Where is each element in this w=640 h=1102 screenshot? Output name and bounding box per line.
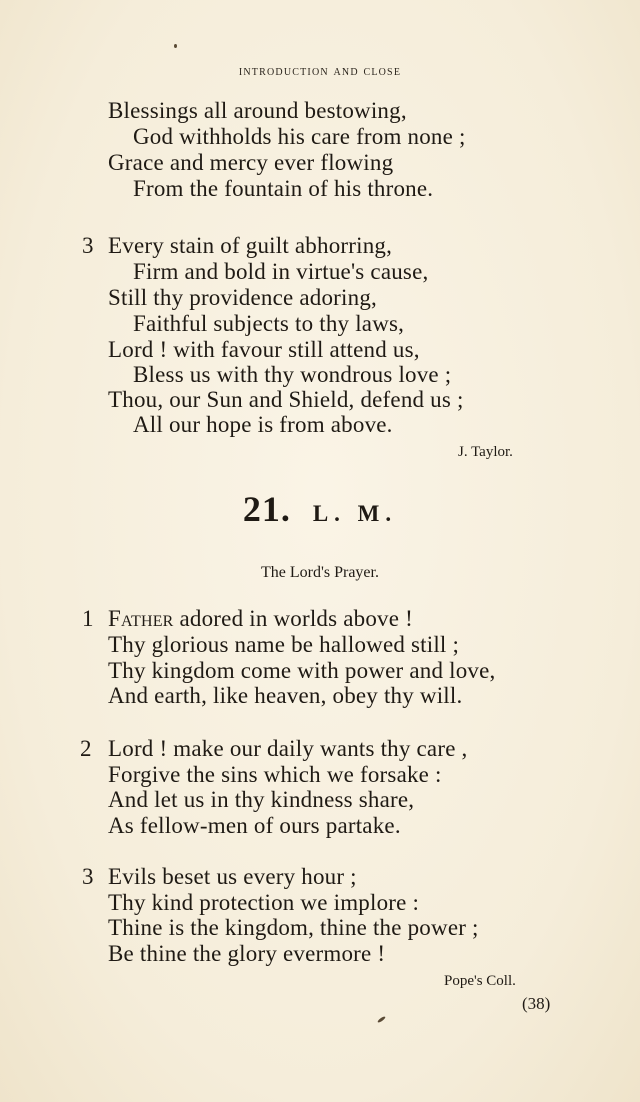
verse-line: Forgive the sins which we forsake :	[108, 762, 442, 787]
verse-line: Be thine the glory evermore !	[108, 941, 386, 966]
verse-line: Thou, our Sun and Shield, defend us ;	[108, 387, 464, 412]
author-attribution: J. Taylor.	[458, 444, 513, 460]
verse-line: Thy kingdom come with power and love,	[108, 658, 496, 683]
verse-line: Faithful subjects to thy laws,	[133, 311, 405, 336]
verse-line: And let us in thy kindness share,	[108, 787, 415, 812]
verse-line: Lord ! make our daily wants thy care ,	[108, 736, 468, 761]
hymn-title: The Lord's Prayer.	[261, 564, 379, 581]
verse-line: All our hope is from above.	[133, 412, 393, 437]
verse-line: Every stain of guilt abhorring,	[108, 233, 393, 258]
verse-line: Grace and mercy ever flowing	[108, 150, 394, 175]
verse-line: As fellow-men of ours partake.	[108, 813, 401, 838]
verse-line: Still thy providence adoring,	[108, 285, 377, 310]
verse-line: Firm and bold in virtue's cause,	[133, 259, 429, 284]
verse-line: Thy glorious name be hallowed still ;	[108, 632, 460, 657]
verse-line: God withholds his care from none ;	[133, 124, 466, 149]
hymn-heading	[0, 488, 640, 530]
stanza-number: 1	[82, 606, 94, 631]
hymn-number: 21.	[242, 489, 291, 529]
verse-line	[108, 606, 413, 632]
verse-line: From the fountain of his throne.	[133, 176, 434, 201]
verse-line: Bless us with thy wondrous love ;	[133, 362, 452, 387]
source-attribution: Pope's Coll.	[444, 973, 516, 989]
verse-line: Thy kind protection we implore :	[108, 890, 420, 915]
verse-line: And earth, like heaven, obey thy will.	[108, 683, 463, 708]
stanza-number: 3	[82, 864, 94, 889]
verse-line: Blessings all around bestowing,	[108, 98, 407, 123]
stanza-number: 2	[80, 736, 92, 761]
stanza-number: 3	[82, 233, 94, 258]
verse-line: Thine is the kingdom, thine the power ;	[108, 915, 479, 940]
ink-speck	[174, 44, 177, 48]
first-line-rest: adored in worlds above !	[173, 606, 413, 631]
verse-line: Lord ! with favour still attend us,	[108, 337, 420, 362]
page-number: (38)	[522, 994, 551, 1013]
verse-line: Evils beset us every hour ;	[108, 864, 357, 889]
hymn-meter: L. M.	[312, 501, 398, 526]
first-word-small-caps: Father	[108, 606, 174, 631]
ink-mark	[377, 1016, 386, 1024]
running-header: introduction and close	[238, 64, 402, 79]
